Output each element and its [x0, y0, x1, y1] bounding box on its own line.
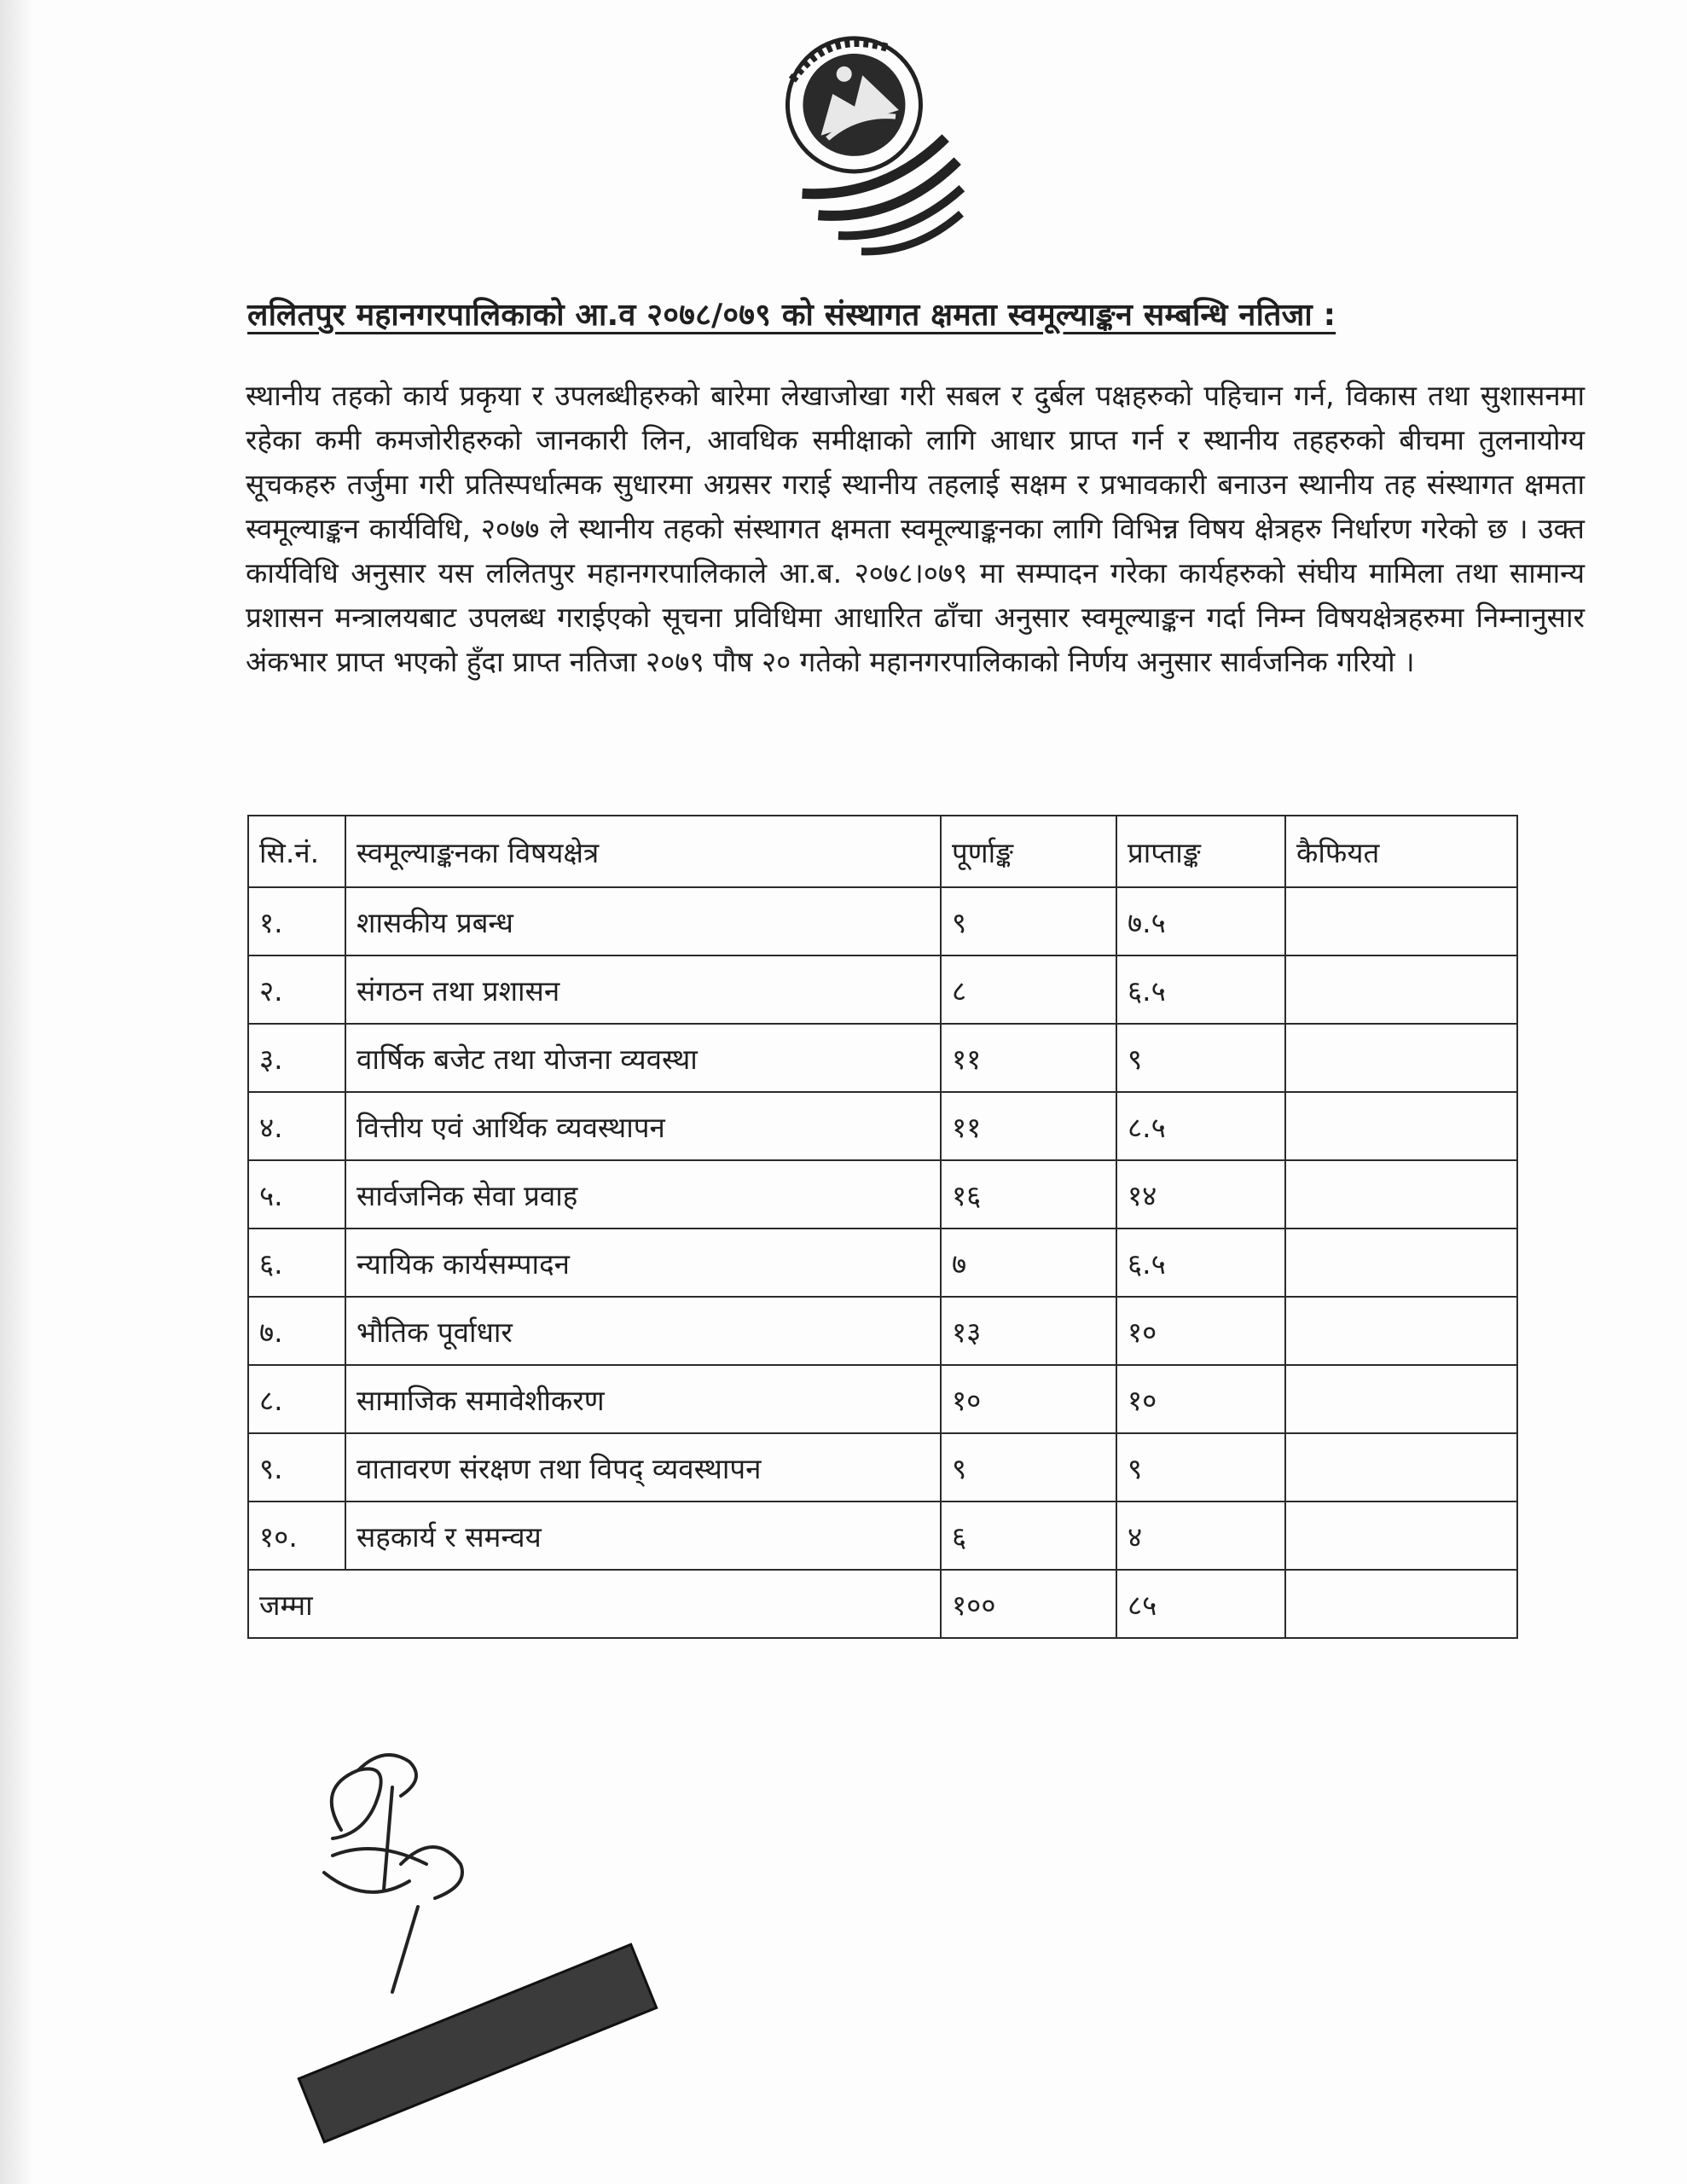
cell-remarks	[1285, 1228, 1517, 1297]
cell-sn: ८.	[248, 1365, 345, 1433]
cell-full: ७	[941, 1228, 1116, 1297]
cell-full: १०	[941, 1365, 1116, 1433]
cell-area: शासकीय प्रबन्ध	[345, 887, 941, 956]
cell-obtained: ८.५	[1116, 1092, 1285, 1160]
cell-remarks	[1285, 1160, 1517, 1228]
table-row	[248, 1365, 1517, 1433]
handwritten-signature	[324, 1755, 462, 1992]
table-row	[248, 1024, 1517, 1092]
cell-area: वातावरण संरक्षण तथा विपद् व्यवस्थापन	[345, 1433, 941, 1502]
header-full-marks: पूर्णाङ्क	[941, 816, 1116, 887]
cell-full: १३	[941, 1297, 1116, 1365]
table-row	[248, 1502, 1517, 1570]
cell-area: न्यायिक कार्यसम्पादन	[345, 1228, 941, 1297]
cell-obtained: १०	[1116, 1365, 1285, 1433]
cell-obtained: ९	[1116, 1024, 1285, 1092]
cell-remarks	[1285, 1092, 1517, 1160]
cell-sn: ९.	[248, 1433, 345, 1502]
scan-edge-shadow	[0, 0, 34, 2184]
document-heading: ललितपुर महानगरपालिकाको आ.व २०७८/०७९ को संस्थागत क्षमता स्वमूल्याङ्कन सम्बन्धि नतिजा :	[247, 298, 1336, 333]
header-remarks: कैफियत	[1285, 816, 1517, 887]
cell-obtained: ४	[1116, 1502, 1285, 1570]
table-row	[248, 1092, 1517, 1160]
total-obtained: ८५	[1116, 1570, 1285, 1638]
cell-full: ६	[941, 1502, 1116, 1570]
cell-full: ११	[941, 1092, 1116, 1160]
cell-obtained: ९	[1116, 1433, 1285, 1502]
table-row	[248, 1160, 1517, 1228]
header-area: स्वमूल्याङ्कनका विषयक्षेत्र	[345, 816, 941, 887]
total-remarks	[1285, 1570, 1517, 1638]
table-row	[248, 1433, 1517, 1502]
table-row	[248, 1297, 1517, 1365]
cell-full: ८	[941, 956, 1116, 1024]
cell-sn: १०.	[248, 1502, 345, 1570]
cell-area: सार्वजनिक सेवा प्रवाह	[345, 1160, 941, 1228]
cell-obtained: १४	[1116, 1160, 1285, 1228]
cell-area: वित्तीय एवं आर्थिक व्यवस्थापन	[345, 1092, 941, 1160]
cell-remarks	[1285, 1297, 1517, 1365]
cell-obtained: ६.५	[1116, 1228, 1285, 1297]
cell-obtained: ७.५	[1116, 887, 1285, 956]
cell-sn: ७.	[248, 1297, 345, 1365]
cell-sn: ३.	[248, 1024, 345, 1092]
cell-remarks	[1285, 1502, 1517, 1570]
cell-sn: ६.	[248, 1228, 345, 1297]
table-row	[248, 887, 1517, 956]
body-paragraph: स्थानीय तहको कार्य प्रकृया र उपलब्धीहरुको बारेमा लेखाजोखा गरी सबल र दुर्बल पक्षहरुको पहिचान गर्न, विकास तथा सुशासनमा रहेका कमी कमजोरीहरुको जानकारी लिन, आवधिक समीक्षाको लागि आधार प्राप्त गर्न र स्थानीय तहहरुको बीचमा तुलनायोग्य सूचकहरु तर्जुमा गरी प्रतिस्पर्धात्मक सुधारमा अग्रसर गराई स्थानीय तहलाई सक्षम र प्रभावकारी बनाउन स्थानीय तह संस्थागत क्षमता स्वमूल्याङ्कन कार्यविधि, २०७७ ले स्थानीय तहको संस्थागत क्षमता स्वमूल्याङ्कनका लागि विभिन्न विषय क्षेत्रहरु निर्धारण गरेको छ । उक्त कार्यविधि अनुसार यस ललितपुर महानगरपालिकाले आ.ब. २०७८।०७९ मा सम्पादन गरेका कार्यहरुको संघीय मामिला तथा सामान्य प्रशासन मन्त्रालयबाट उपलब्ध गराईएको सूचना प्रविधिमा आधारित ढाँचा अनुसार स्वमूल्याङ्कन गर्दा निम्न विषयक्षेत्रहरुमा निम्नानुसार अंकभार प्राप्त भएको हुँदा प्राप्त नतिजा २०७९ पौष २० गतेको महानगरपालिकाको निर्णय अनुसार सार्वजनिक गरियो ।	[246, 379, 1585, 678]
cell-area: संगठन तथा प्रशासन	[345, 956, 941, 1024]
cell-remarks	[1285, 956, 1517, 1024]
cell-area: वार्षिक बजेट तथा योजना व्यवस्था	[345, 1024, 941, 1092]
cell-obtained: ६.५	[1116, 956, 1285, 1024]
table-header-row	[248, 816, 1517, 887]
cell-remarks	[1285, 1024, 1517, 1092]
cell-full: ९	[941, 887, 1116, 956]
header-obtained-marks: प्राप्ताङ्क	[1116, 816, 1285, 887]
results-table	[247, 815, 1518, 1639]
cell-area: सामाजिक समावेशीकरण	[345, 1365, 941, 1433]
header-sn: सि.नं.	[248, 816, 345, 887]
cell-sn: ५.	[248, 1160, 345, 1228]
table-total-row	[248, 1570, 1517, 1638]
total-label: जम्मा	[248, 1570, 941, 1638]
table-row	[248, 1228, 1517, 1297]
cell-remarks	[1285, 1365, 1517, 1433]
cell-sn: १.	[248, 887, 345, 956]
cell-sn: २.	[248, 956, 345, 1024]
official-stamp	[299, 1944, 656, 2142]
signature-and-stamp	[281, 1736, 674, 2180]
municipality-seal-logo	[733, 26, 1006, 282]
total-full: १००	[941, 1570, 1116, 1638]
cell-sn: ४.	[248, 1092, 345, 1160]
table-row	[248, 956, 1517, 1024]
cell-area: भौतिक पूर्वाधार	[345, 1297, 941, 1365]
cell-remarks	[1285, 887, 1517, 956]
cell-full: ९	[941, 1433, 1116, 1502]
cell-full: १६	[941, 1160, 1116, 1228]
cell-remarks	[1285, 1433, 1517, 1502]
cell-full: ११	[941, 1024, 1116, 1092]
cell-area: सहकार्य र समन्वय	[345, 1502, 941, 1570]
cell-obtained: १०	[1116, 1297, 1285, 1365]
